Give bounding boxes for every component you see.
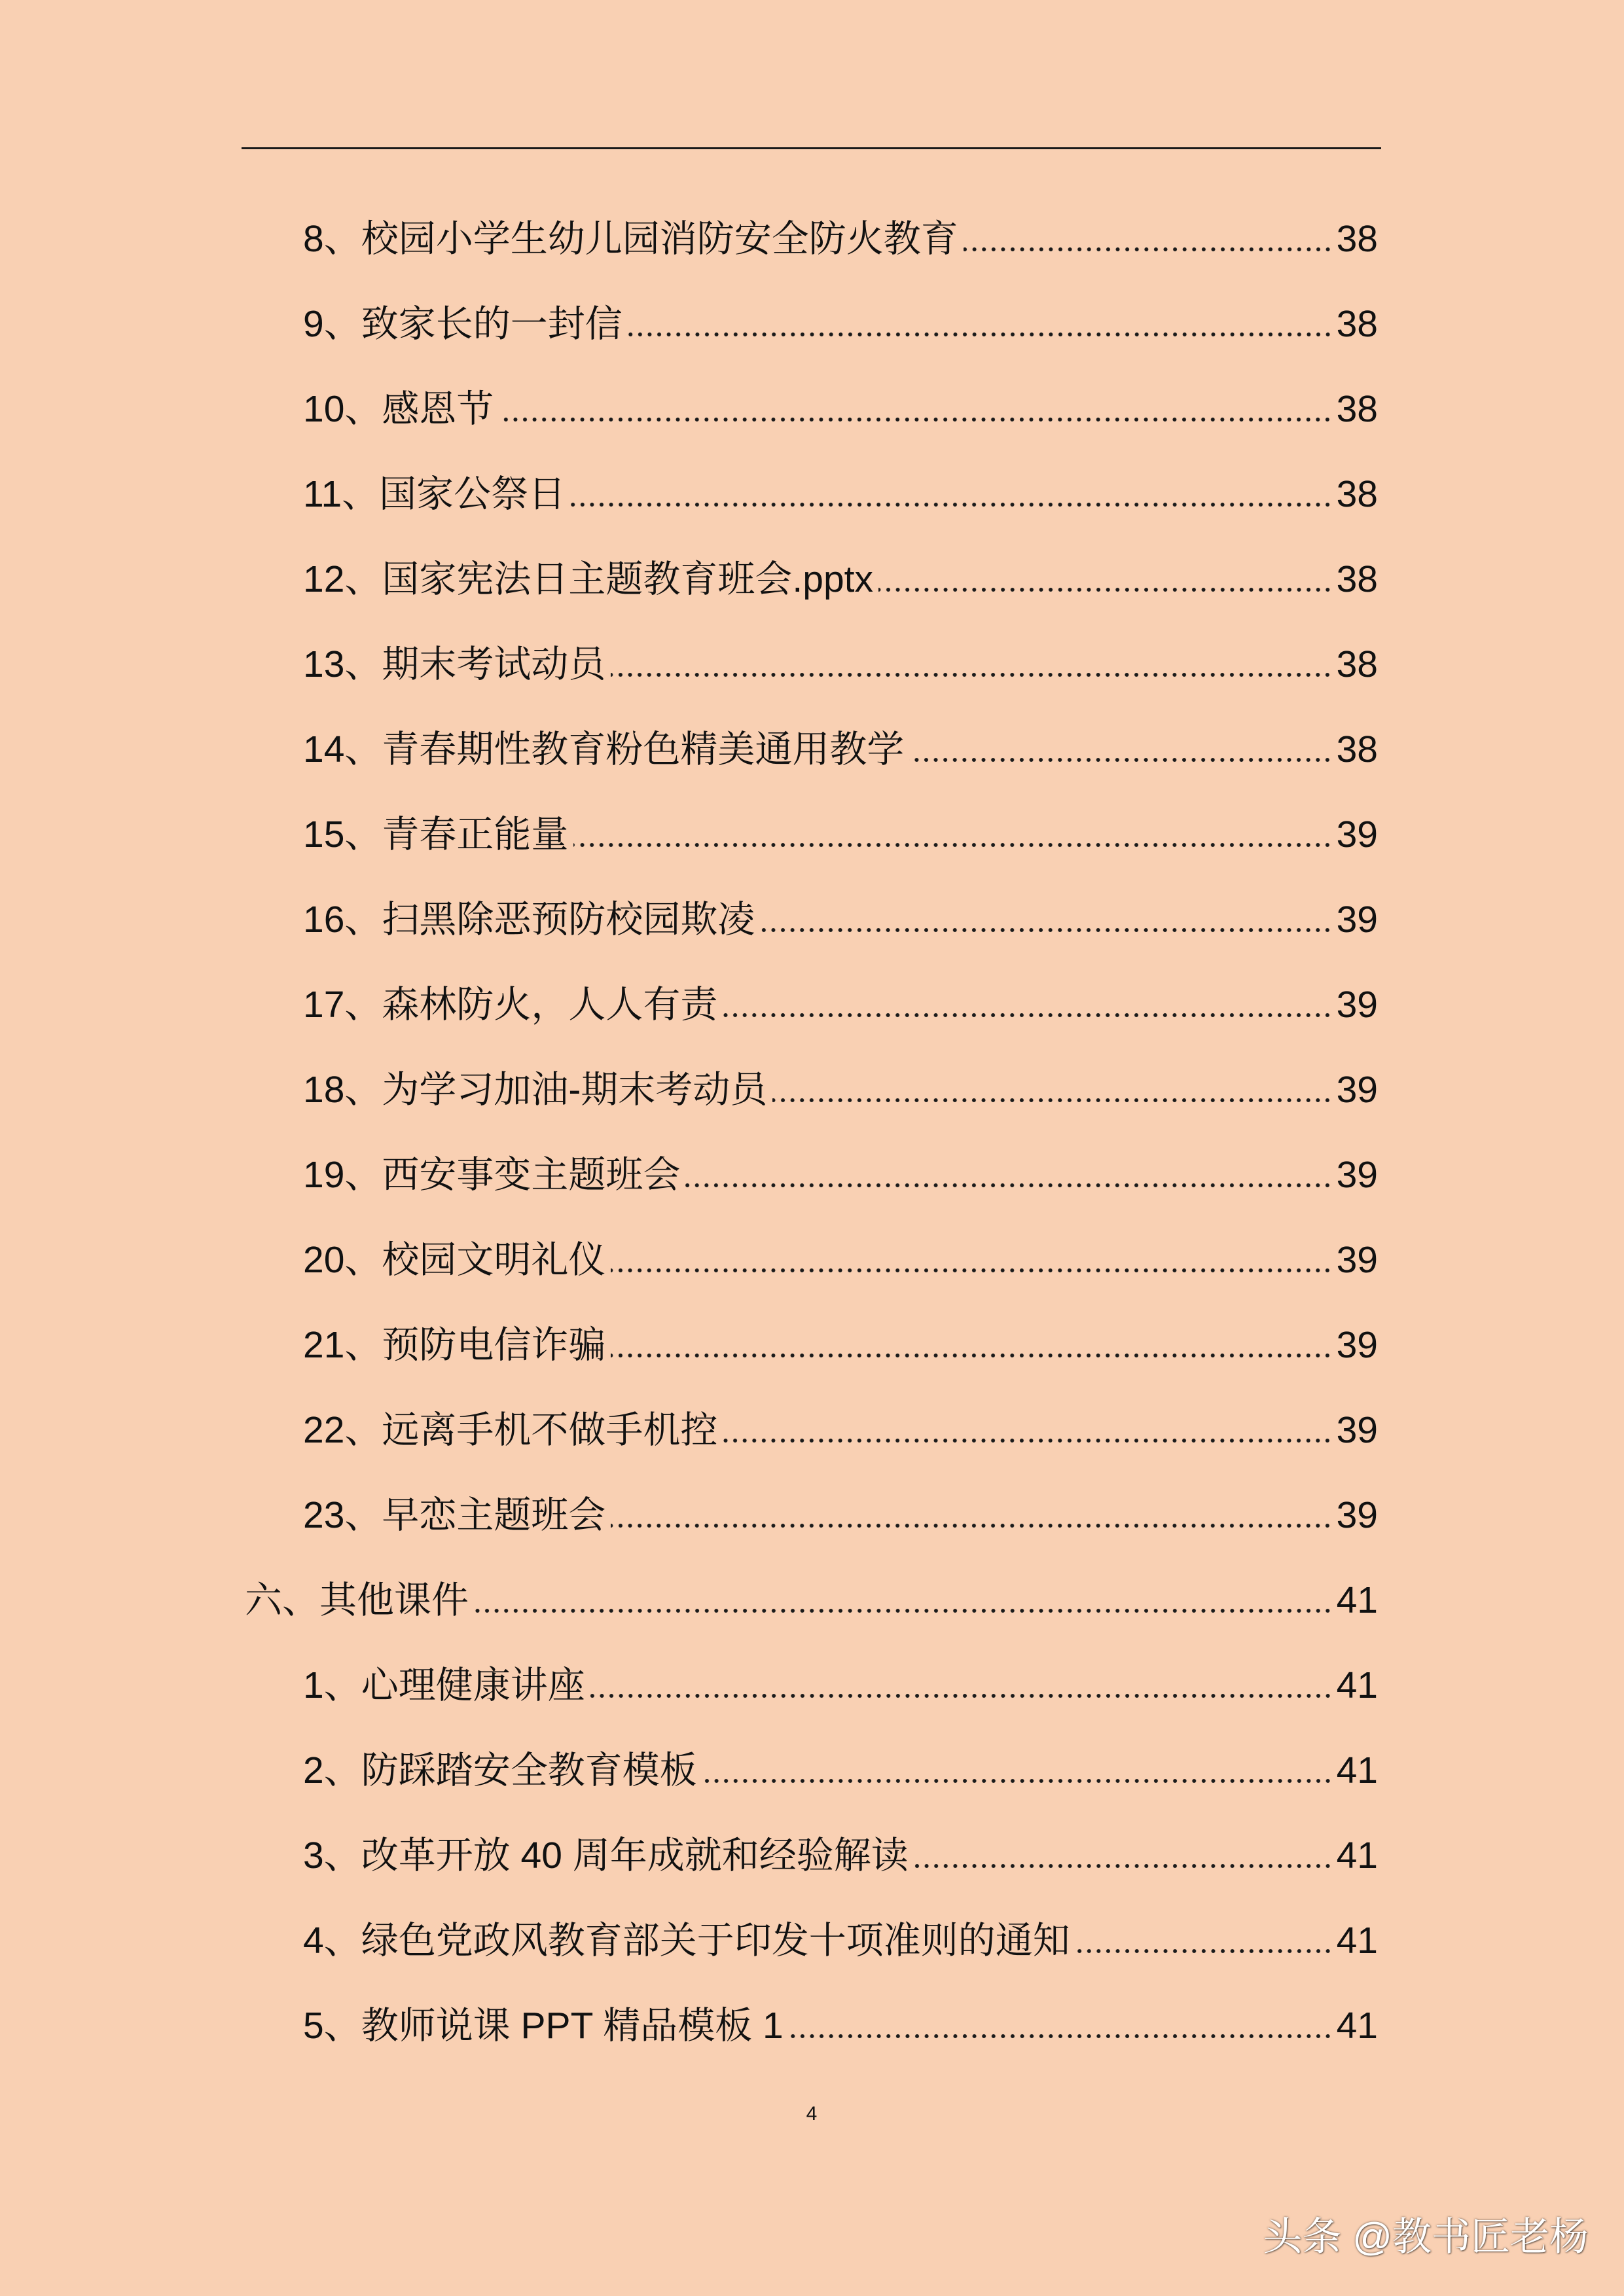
toc-entry	[245, 1643, 1378, 1728]
dot-leader	[685, 1183, 1332, 1188]
toc-entry-page-number: 41	[1336, 1919, 1378, 1962]
toc-entry	[245, 707, 1378, 792]
toc-entry-page-number: 41	[1336, 1664, 1378, 1706]
toc-entry-page-number: 38	[1336, 473, 1378, 515]
dot-leader	[474, 1608, 1333, 1613]
dot-leader	[628, 332, 1333, 337]
toc-entry	[245, 1473, 1378, 1558]
table-of-contents	[245, 196, 1378, 2068]
toc-entry	[245, 537, 1378, 622]
toc-entry	[245, 1388, 1378, 1473]
toc-entry	[245, 281, 1378, 367]
toc-entry-page-number: 39	[1336, 1323, 1378, 1366]
toc-entry-title: 8、校园小学生幼儿园消防安全防火教育	[303, 217, 958, 260]
toc-entry-title: 10、感恩节	[303, 387, 494, 430]
toc-entry-page-number: 39	[1336, 898, 1378, 941]
dot-leader	[611, 1353, 1332, 1358]
toc-entry	[245, 1047, 1378, 1132]
dot-leader	[878, 587, 1333, 592]
dot-leader	[772, 1098, 1332, 1103]
toc-entry-page-number: 38	[1336, 217, 1378, 260]
dot-leader	[760, 927, 1332, 933]
toc-entry-title: 9、致家长的一封信	[303, 302, 623, 345]
toc-entry	[245, 196, 1378, 281]
toc-entry-page-number: 39	[1336, 1068, 1378, 1111]
toc-entry-page-number: 39	[1336, 983, 1378, 1026]
toc-entry	[245, 1898, 1378, 1983]
toc-entry-title: 21、预防电信诈骗	[303, 1323, 606, 1366]
toc-entry-page-number: 38	[1336, 387, 1378, 430]
dot-leader	[964, 247, 1333, 252]
toc-entry-page-number: 39	[1336, 1408, 1378, 1451]
toc-entry	[245, 1813, 1378, 1898]
dot-leader	[611, 1268, 1332, 1273]
toc-entry-title: 1、心理健康讲座	[303, 1664, 585, 1706]
toc-entry-title: 2、防踩踏安全教育模板	[303, 1749, 697, 1791]
toc-entry	[245, 1983, 1378, 2068]
toc-entry-title: 17、森林防火，人人有责	[303, 983, 718, 1026]
toc-entry	[245, 1728, 1378, 1813]
header-rule	[242, 147, 1381, 149]
dot-leader	[590, 1693, 1333, 1698]
toc-entry-title: 12、国家宪法日主题教育班会.pptx	[303, 558, 873, 600]
toc-entry-page-number: 39	[1336, 813, 1378, 855]
footer-page-number: 4	[806, 2103, 818, 2125]
toc-entry-title: 4、绿色党政风教育部关于印发十项准则的通知	[303, 1919, 1070, 1962]
toc-entry-title: 13、期末考试动员	[303, 643, 606, 685]
toc-entry	[245, 622, 1378, 707]
toc-entry-title: 16、扫黑除恶预防校园欺凌	[303, 898, 755, 941]
toc-entry	[245, 1132, 1378, 1217]
watermark-text: 头条 @教书匠老杨	[1263, 2215, 1589, 2259]
toc-entry-page-number: 38	[1336, 643, 1378, 685]
toc-entry	[245, 792, 1378, 877]
toc-entry-title: 20、校园文明礼仪	[303, 1238, 606, 1281]
toc-entry-title: 5、教师说课 PPT 精品模板 1	[303, 2004, 784, 2047]
toc-entry-page-number: 39	[1336, 1238, 1378, 1281]
toc-entry	[245, 962, 1378, 1047]
toc-entry-page-number: 39	[1336, 1494, 1378, 1536]
toc-entry	[245, 1302, 1378, 1388]
toc-entry-title: 19、西安事变主题班会	[303, 1153, 681, 1196]
toc-entry-title: 15、青春正能量	[303, 813, 569, 855]
dot-leader	[611, 1523, 1332, 1528]
toc-entry-title: 18、为学习加油-期末考动员	[303, 1068, 768, 1111]
toc-section-title: 六、其他课件	[245, 1579, 469, 1621]
dot-leader	[571, 502, 1332, 507]
toc-entry-title: 14、青春期性教育粉色精美通用教学	[303, 728, 905, 770]
dot-leader	[909, 757, 1332, 762]
toc-entry-title: 23、早恋主题班会	[303, 1494, 606, 1536]
toc-entry	[245, 877, 1378, 962]
toc-entry-page-number: 38	[1336, 728, 1378, 770]
toc-entry	[245, 367, 1378, 452]
toc-entry-page-number: 38	[1336, 558, 1378, 600]
toc-section-page-number: 41	[1336, 1579, 1378, 1621]
dot-leader	[702, 1778, 1333, 1784]
dot-leader	[573, 842, 1332, 848]
toc-entry-page-number: 41	[1336, 2004, 1378, 2047]
dot-leader	[789, 2034, 1333, 2039]
toc-entry-page-number: 41	[1336, 1749, 1378, 1791]
toc-entry-page-number: 38	[1336, 302, 1378, 345]
dot-leader	[611, 672, 1332, 677]
dot-leader	[723, 1438, 1332, 1443]
dot-leader	[723, 1013, 1332, 1018]
dot-leader	[499, 417, 1332, 422]
toc-section-heading	[245, 1558, 1378, 1643]
toc-entry	[245, 452, 1378, 537]
toc-entry	[245, 1217, 1378, 1302]
toc-entry-page-number: 41	[1336, 1834, 1378, 1876]
toc-entry-title: 3、改革开放 40 周年成就和经验解读	[303, 1834, 909, 1876]
toc-entry-title: 22、远离手机不做手机控	[303, 1408, 718, 1451]
dot-leader	[1075, 1948, 1333, 1954]
toc-entry-page-number: 39	[1336, 1153, 1378, 1196]
dot-leader	[914, 1863, 1333, 1869]
toc-entry-title: 11、国家公祭日	[303, 473, 566, 515]
